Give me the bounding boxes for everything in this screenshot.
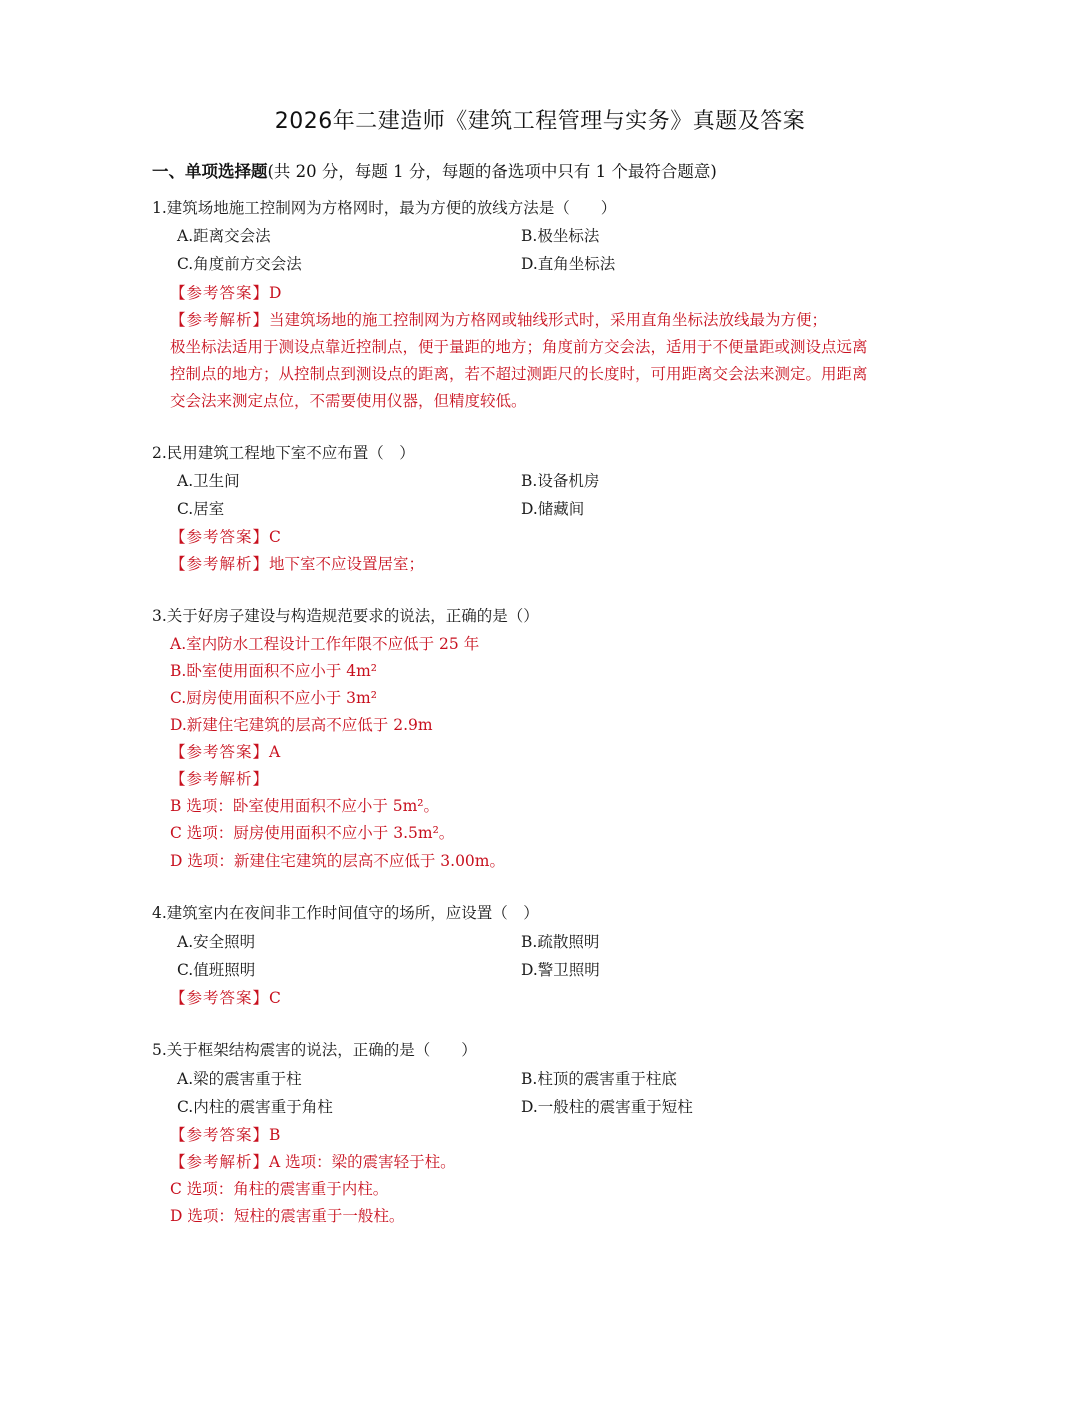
question-1-analysis-line: 极坐标法适用于测设点靠近控制点，便于量距的地方；角度前方交会法，适用于不便量距或测设点远离: [170, 338, 868, 356]
question-3-option-d: D.新建住宅建筑的层高不应低于 2.9m: [170, 716, 433, 734]
question-4-answer: [170, 986, 281, 1008]
section-heading-text: 一、单项选择题: [152, 162, 268, 181]
question-1-analysis-line: [170, 308, 827, 330]
analysis-label: 【参考解析】: [170, 770, 270, 788]
question-5-stem: 5.关于框架结构震害的说法，正确的是（ ）: [152, 1041, 477, 1059]
question-5-option-a: A.梁的震害重于柱: [177, 1070, 302, 1088]
question-3-option-c: C.厨房使用面积不应小于 3m²: [170, 689, 377, 707]
answer-label: 【参考答案】: [170, 989, 270, 1007]
question-3-option-a: A.室内防水工程设计工作年限不应低于 25 年: [170, 635, 480, 653]
question-2-answer: [170, 525, 281, 547]
question-5-option-d: D.一般柱的震害重于短柱: [521, 1098, 693, 1116]
analysis-label: 【参考解析】: [170, 1153, 270, 1171]
question-3-answer: [170, 740, 280, 762]
question-4-option-b: B.疏散照明: [521, 933, 600, 951]
question-2-stem: 2.民用建筑工程地下室不应布置（ ）: [152, 444, 415, 462]
question-1-option-a: A.距离交会法: [177, 227, 271, 245]
answer-value: A: [269, 743, 281, 761]
question-4-option-c: C.值班照明: [177, 961, 256, 979]
question-3-analysis-line: B 选项：卧室使用面积不应小于 5m²。: [170, 797, 440, 815]
question-1-analysis-line: 交会法来测定点位，不需要使用仪器，但精度较低。: [170, 392, 527, 410]
answer-value: D: [269, 284, 282, 302]
question-2-analysis-line: [170, 552, 424, 574]
question-2-option-c: C.居室: [177, 500, 225, 518]
answer-value: C: [269, 528, 281, 546]
answer-label: 【参考答案】: [170, 284, 270, 302]
answer-value: C: [269, 989, 281, 1007]
question-1-stem: 1.建筑场地施工控制网为方格网时，最为方便的放线方法是（ ）: [152, 199, 617, 217]
question-5-option-c: C.内柱的震害重于角柱: [177, 1098, 333, 1116]
question-1-analysis-line: 控制点的地方；从控制点到测设点的距离，若不超过测距尺的长度时，可用距离交会法来测定。用距离: [170, 365, 868, 383]
page-title: 2026年二建造师《建筑工程管理与实务》真题及答案: [274, 109, 806, 134]
question-3-analysis-label: [170, 767, 269, 789]
question-5-analysis-line: D 选项：短柱的震害重于一般柱。: [170, 1207, 405, 1225]
question-3-option-b: B.卧室使用面积不应小于 4m²: [170, 662, 378, 680]
question-2-option-a: A.卫生间: [177, 472, 240, 490]
question-2-option-b: B.设备机房: [521, 472, 600, 490]
analysis-text: A 选项：梁的震害轻于柱。: [269, 1153, 456, 1171]
question-5-analysis-line: [170, 1150, 456, 1172]
answer-label: 【参考答案】: [170, 1126, 270, 1144]
section-note: (共 20 分，每题 1 分，每题的备选项中只有 1 个最符合题意): [267, 162, 717, 181]
question-4-option-a: A.安全照明: [177, 933, 256, 951]
analysis-text: 当建筑场地的施工控制网为方格网或轴线形式时，采用直角坐标法放线最为方便；: [269, 311, 828, 329]
answer-value: B: [269, 1126, 281, 1144]
question-4-option-d: D.警卫照明: [521, 961, 600, 979]
question-5-option-b: B.柱顶的震害重于柱底: [521, 1070, 677, 1088]
analysis-label: 【参考解析】: [170, 311, 270, 329]
section-heading: [152, 158, 717, 182]
question-3-analysis-line: C 选项：厨房使用面积不应小于 3.5m²。: [170, 824, 455, 842]
analysis-text: 地下室不应设置居室；: [269, 555, 425, 573]
question-1-option-b: B.极坐标法: [521, 227, 600, 245]
question-1-answer: [170, 281, 281, 303]
question-1-option-c: C.角度前方交会法: [177, 255, 302, 273]
question-5-analysis-line: C 选项：角柱的震害重于内柱。: [170, 1180, 389, 1198]
answer-label: 【参考答案】: [170, 743, 270, 761]
question-3-analysis-line: D 选项：新建住宅建筑的层高不应低于 3.00m。: [170, 852, 505, 870]
question-4-stem: 4.建筑室内在夜间非工作时间值守的场所，应设置（ ）: [152, 904, 539, 922]
question-2-option-d: D.储藏间: [521, 500, 585, 518]
analysis-label: 【参考解析】: [170, 555, 270, 573]
question-1-option-d: D.直角坐标法: [521, 255, 616, 273]
question-5-answer: [170, 1123, 280, 1145]
answer-label: 【参考答案】: [170, 528, 270, 546]
question-3-stem: 3.关于好房子建设与构造规范要求的说法，正确的是（）: [152, 607, 539, 625]
